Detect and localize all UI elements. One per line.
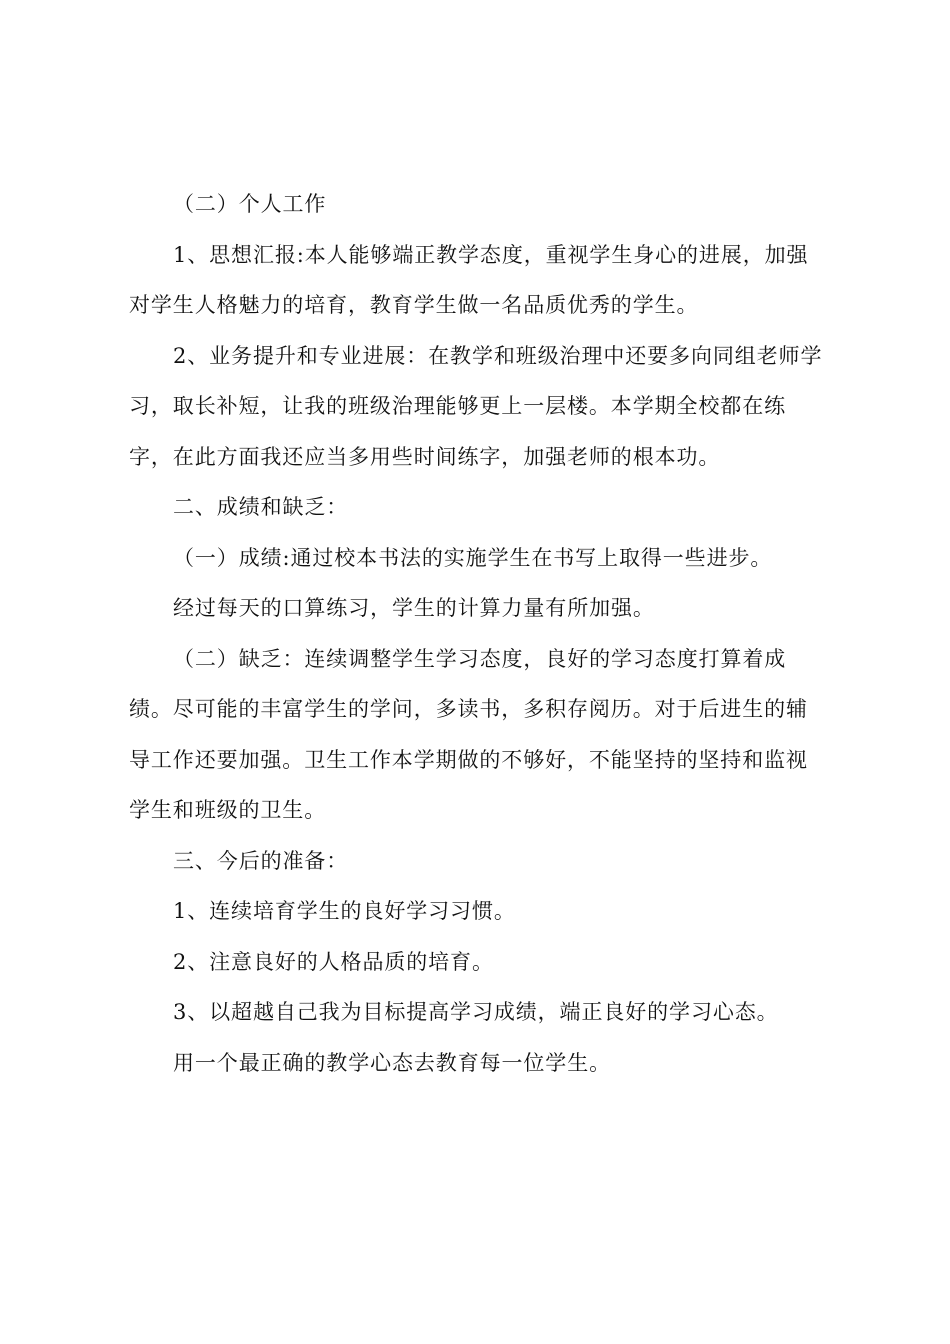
paragraph-thought-report-line-1: 1、思想汇报:本人能够端正教学态度，重视学生身心的进展，加强 — [173, 243, 809, 267]
paragraph-business-line-1: 2、业务提升和专业进展：在教学和班级治理中还要多向同组老师学 — [173, 344, 823, 368]
closing-sentence: 用一个最正确的教学心态去教育每一位学生。 — [173, 1051, 611, 1075]
paragraph-achievements-line-2: 经过每天的口算练习，学生的计算力量有所加强。 — [173, 596, 655, 620]
paragraph-shortcomings-line-3: 导工作还要加强。卫生工作本学期做的不够好，不能坚持的坚持和监视 — [129, 748, 808, 772]
section-heading-achievements: 二、成绩和缺乏： — [173, 495, 349, 519]
paragraph-thought-report-line-2: 对学生人格魅力的培育，教育学生做一名品质优秀的学生。 — [129, 293, 699, 317]
paragraph-shortcomings-line-4: 学生和班级的卫生。 — [129, 798, 327, 822]
paragraph-achievements-line-1: （一）成绩:通过校本书法的实施学生在书写上取得一些进步。 — [173, 546, 773, 570]
plan-item-1: 1、连续培育学生的良好学习习惯。 — [173, 899, 516, 923]
paragraph-business-line-2: 习，取长补短，让我的班级治理能够更上一层楼。本学期全校都在练 — [129, 394, 786, 418]
paragraph-shortcomings-line-2: 绩。尽可能的丰富学生的学问，多读书，多积存阅历。对于后进生的辅 — [129, 697, 808, 721]
plan-item-2: 2、注意良好的人格品质的培育。 — [173, 950, 494, 974]
paragraph-shortcomings-line-1: （二）缺乏：连续调整学生学习态度，良好的学习态度打算着成 — [173, 647, 787, 671]
plan-item-3: 3、以超越自己我为目标提高学习成绩，端正良好的学习心态。 — [173, 1000, 779, 1024]
paragraph-business-line-3: 字，在此方面我还应当多用些时间练字，加强老师的根本功。 — [129, 445, 721, 469]
section-heading-future-plans: 三、今后的准备： — [173, 849, 349, 873]
section-heading-personal-work: （二）个人工作 — [173, 192, 327, 216]
